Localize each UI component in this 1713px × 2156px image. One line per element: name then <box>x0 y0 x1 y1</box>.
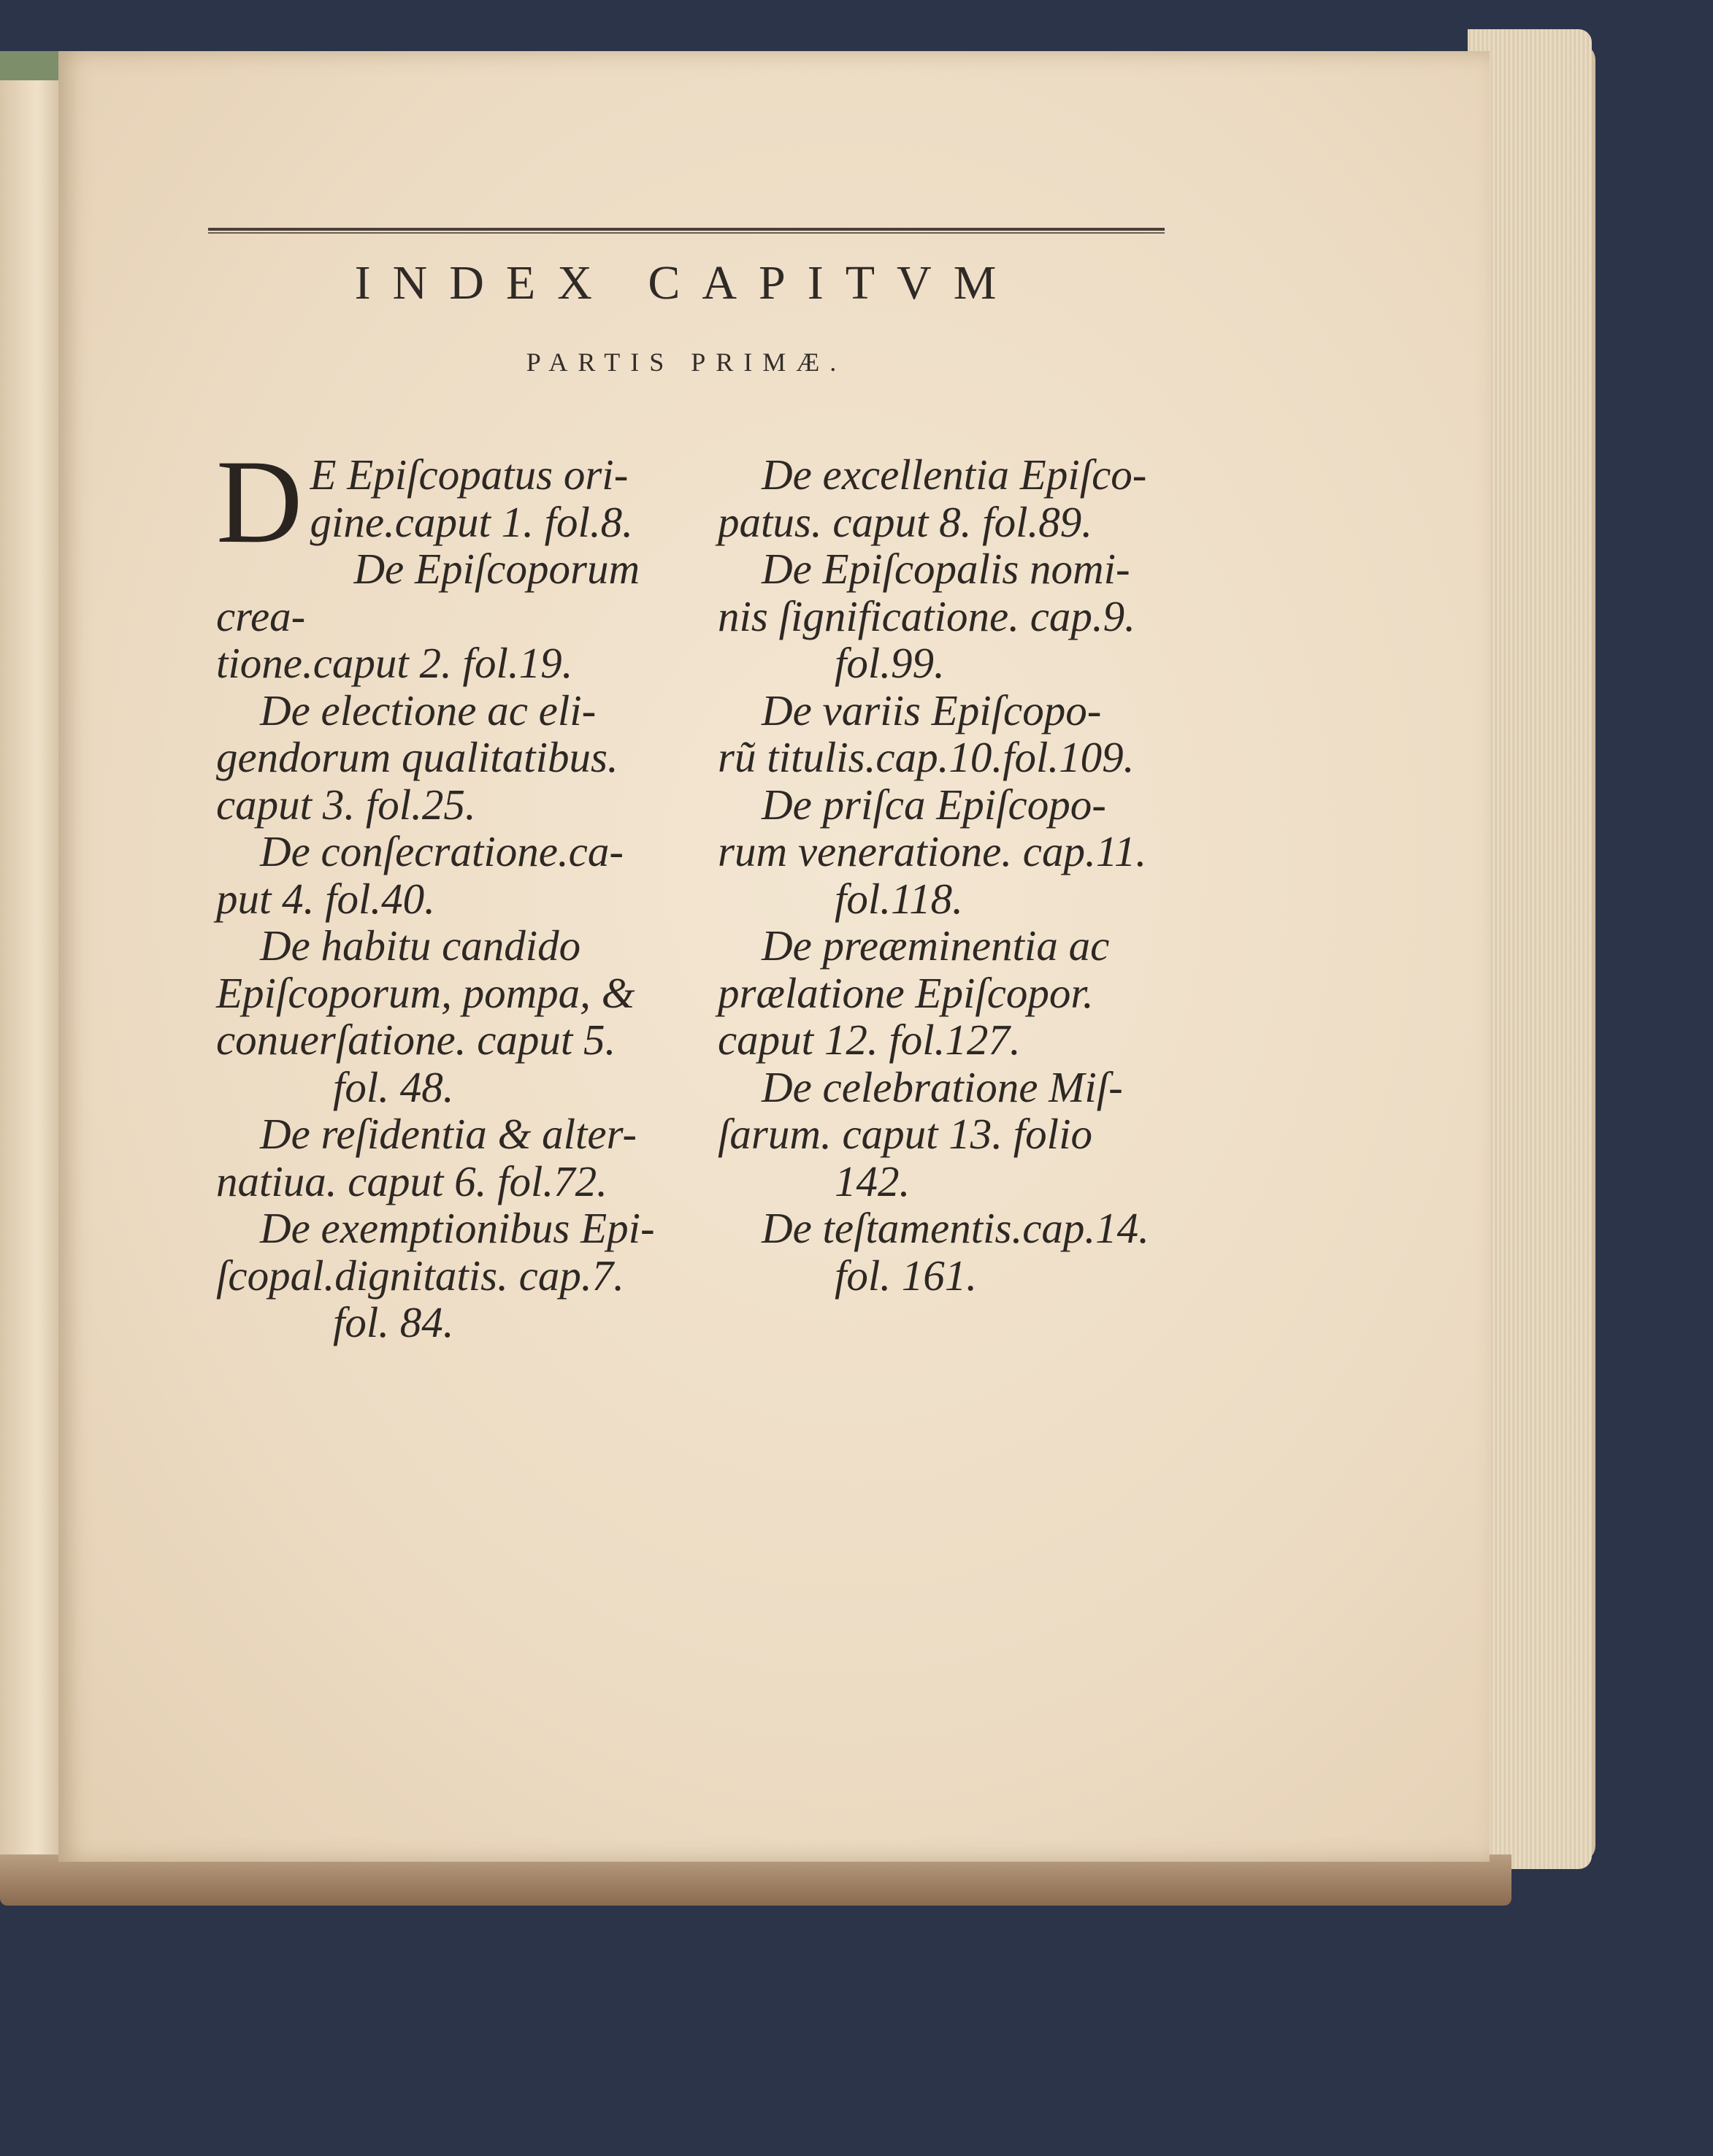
index-line: conuerſatione. caput 5. <box>216 1016 616 1064</box>
index-line: De electione ac eli- <box>260 686 597 734</box>
index-line: E Epiſcopatus ori- <box>310 450 629 499</box>
index-line: ſarum. caput 13. folio <box>718 1110 1092 1158</box>
index-line: natiua. caput 6. fol.72. <box>216 1156 608 1205</box>
index-line: De exemptionibus Epi- <box>260 1204 655 1252</box>
drop-capital: D <box>216 436 303 568</box>
header-rule-thin <box>208 232 1165 234</box>
header-rule <box>208 228 1165 231</box>
index-line: De preæminentia ac <box>762 921 1110 970</box>
index-line: patus. caput 8. fol.89. <box>718 497 1092 546</box>
index-line: Epiſcoporum, pompa, & <box>216 968 635 1017</box>
index-line: fol.118. <box>835 874 963 923</box>
index-line: fol. 161. <box>835 1251 978 1300</box>
index-line: fol.99. <box>835 639 945 687</box>
index-line: fol. 48. <box>333 1062 454 1111</box>
index-line: De variis Epiſcopo- <box>762 686 1102 734</box>
index-line: De excellentia Epiſco- <box>762 450 1147 499</box>
index-line: gendorum qualitatibus. <box>216 733 618 781</box>
index-line: rũ titulis.cap.10.fol.109. <box>718 733 1135 781</box>
index-line: rum veneratione. cap.11. <box>718 827 1147 875</box>
page-title: INDEX CAPITVM <box>354 256 1019 310</box>
index-line: De celebratione Miſ- <box>762 1062 1123 1111</box>
index-line: fol. 84. <box>333 1298 454 1346</box>
index-line: De teſtamentis.cap.14. <box>762 1204 1149 1252</box>
index-line: caput 12. fol.127. <box>718 1016 1021 1064</box>
index-line: De habitu candido <box>260 921 581 970</box>
index-line: prælatione Epiſcopor. <box>718 968 1094 1017</box>
index-line: ſcopal.dignitatis. cap.7. <box>216 1251 624 1300</box>
index-line: De conſecratione.ca- <box>260 827 624 875</box>
index-line: caput 3. fol.25. <box>216 780 476 829</box>
index-line: 142. <box>835 1156 911 1205</box>
index-line: De reſidentia & alter- <box>260 1110 637 1158</box>
index-column-left <box>216 436 683 1346</box>
bottom-board <box>0 1854 1511 1906</box>
index-line: nis ſignificatione. cap.9. <box>718 591 1135 640</box>
page-subtitle: PARTIS PRIMÆ. <box>526 348 847 377</box>
index-line: tione.caput 2. fol.19. <box>216 639 573 687</box>
index-column-right <box>718 451 1185 1299</box>
binding-cloth <box>0 51 66 80</box>
index-line: put 4. fol.40. <box>216 874 435 923</box>
index-line: gine.caput 1. fol.8. <box>310 497 633 546</box>
index-line: De priſca Epiſcopo- <box>762 780 1106 829</box>
left-page-edge <box>0 58 62 1869</box>
index-line: De Epiſcopalis nomi- <box>762 545 1130 593</box>
index-line: De Epiſcoporum crea- <box>216 545 640 640</box>
